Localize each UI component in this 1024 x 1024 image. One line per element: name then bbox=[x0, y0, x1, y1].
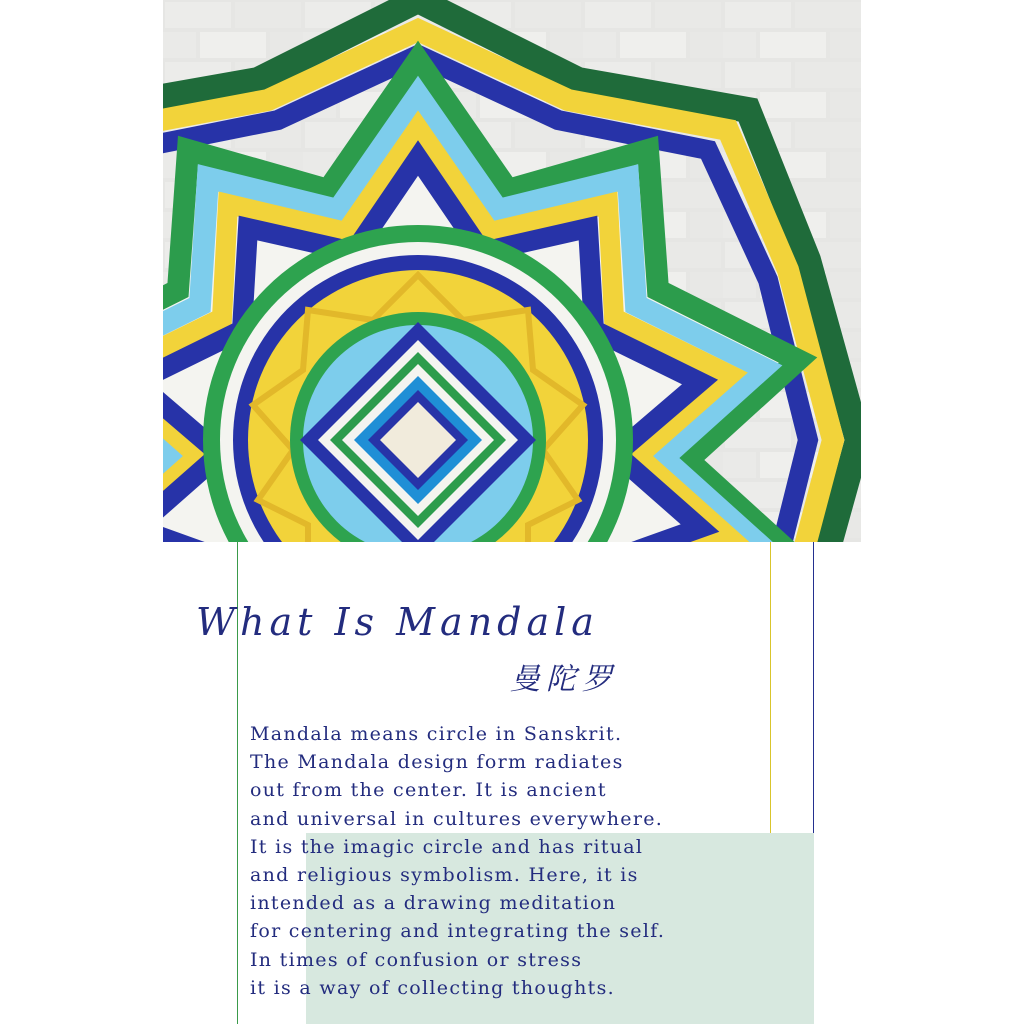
description-line: The Mandala design form radiates bbox=[250, 751, 624, 774]
page-title: What Is Mandala bbox=[196, 600, 599, 644]
description-line: intended as a drawing meditation bbox=[250, 892, 617, 915]
mandala-yarn-photo bbox=[163, 0, 861, 542]
description-line: It is the imagic circle and has ritual bbox=[250, 835, 644, 858]
description-line: In times of confusion or stress bbox=[250, 948, 583, 971]
description-line: out from the center. It is ancient bbox=[250, 779, 607, 802]
description-line: and religious symbolism. Here, it is bbox=[250, 864, 639, 887]
mandala-illustration bbox=[163, 0, 861, 542]
description-line: and universal in cultures everywhere. bbox=[250, 807, 664, 830]
description-line: it is a way of collecting thoughts. bbox=[250, 976, 616, 999]
description-line: Mandala means circle in Sanskrit. bbox=[250, 723, 623, 745]
description-text bbox=[250, 720, 730, 1002]
description-line: for centering and integrating the self. bbox=[250, 920, 666, 943]
page-subtitle-chinese: 曼陀罗 bbox=[510, 662, 618, 697]
